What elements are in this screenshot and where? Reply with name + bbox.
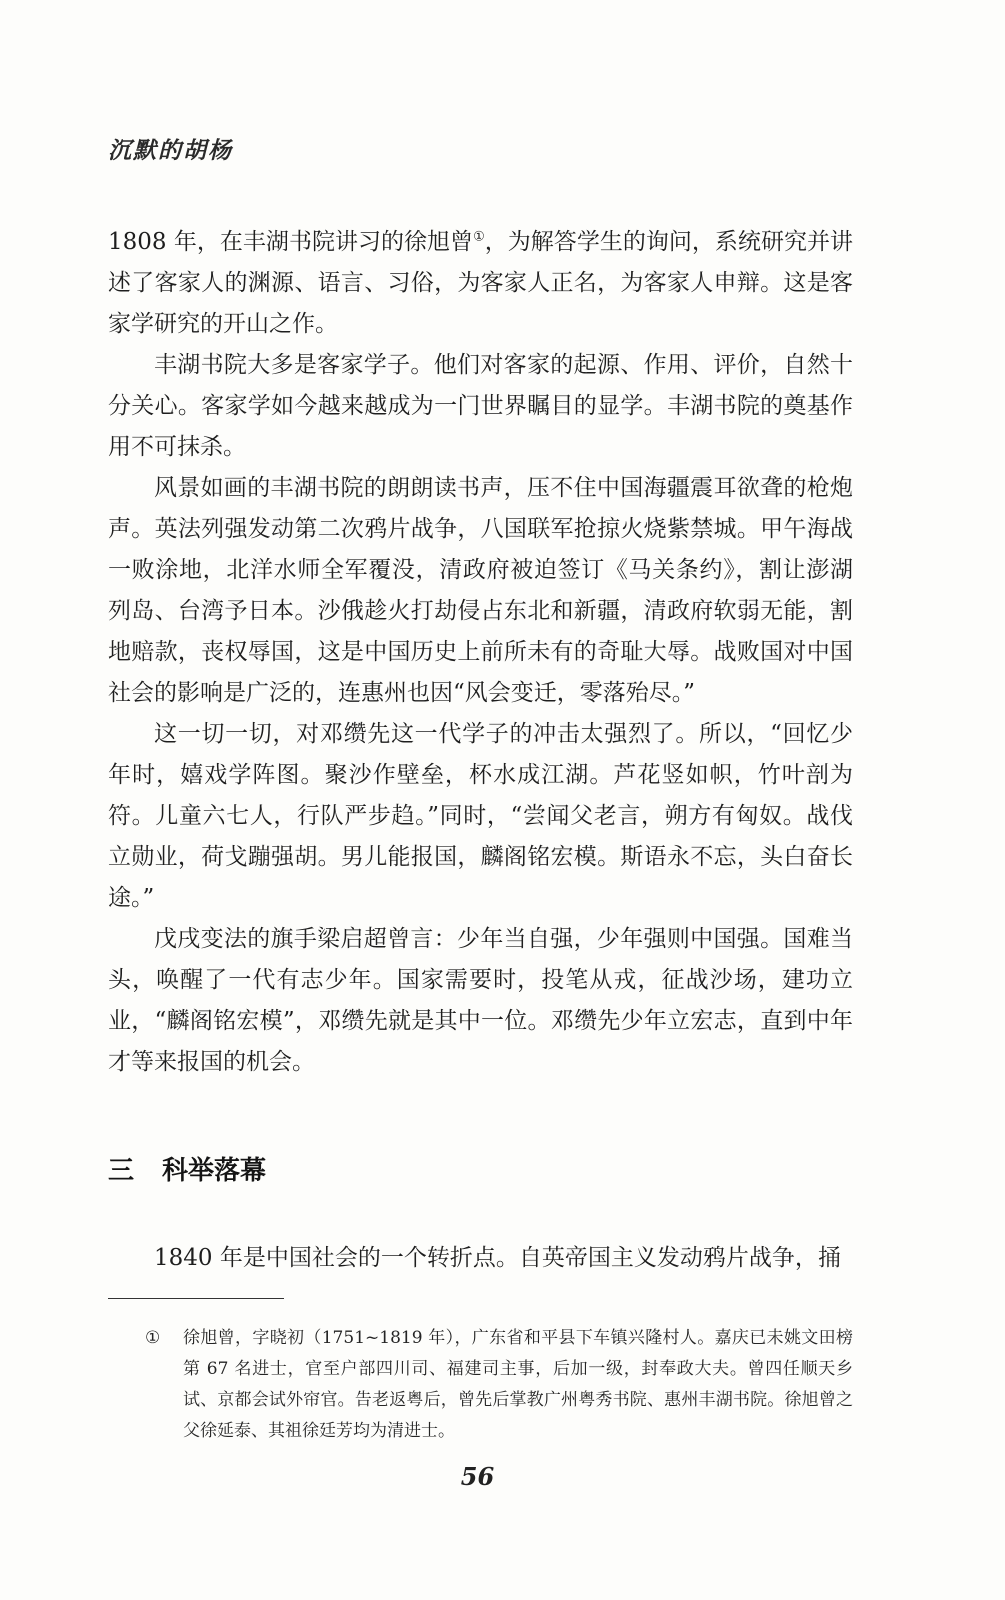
paragraph-1-start: 1808 年，在丰湖书院讲习的徐旭曾: [108, 229, 474, 255]
paragraph-2: 丰湖书院大多是客家学子。他们对客家的起源、作用、评价，自然十分关心。客家学如今越来越成为一门世界瞩目的显学。丰湖书院的奠基作用不可抹杀。: [108, 352, 853, 460]
section-title: 科举落幕: [162, 1156, 267, 1186]
body-text: [108, 222, 853, 1083]
footnote-text: 徐旭曾，字晓初（1751~1819 年），广东省和平县下车镇兴隆村人。嘉庆已未姚文田榜第 67 名进士，官至户部四川司、福建司主事，后加一级，封奉政大夫。曾四任顺天乡试、京都会试外帘官。告老返粤后，曾先后掌教广州粤秀书院、惠州丰湖书院。徐旭曾之父徐延泰、其祖徐廷芳均为清进士。: [183, 1328, 853, 1441]
paragraph-4: 这一切一切，对邓缵先这一代学子的冲击太强烈了。所以，“回忆少年时，嬉戏学阵图。聚沙作壁垒，杯水成江湖。芦花竖如帜，竹叶剖为符。儿童六七人，行队严步趋。”同时，“尝闻父老言，朔方有匈奴。战伐立勋业，荷戈蹦强胡。男儿能报国，麟阁铭宏模。斯语永不忘，头白奋长途。”: [108, 721, 853, 911]
section-first-line: 1840 年是中国社会的一个转折点。自英帝国主义发动鸦片战争，捅: [154, 1245, 841, 1271]
section-heading: [108, 1150, 266, 1187]
section-number: 三: [108, 1156, 135, 1186]
footnote-divider: [108, 1298, 284, 1299]
page-number: 56: [460, 1462, 495, 1491]
paragraph-1-rest: ，为解答学生的询问，系统研究并讲述了客家人的渊源、语言、习俗，为客家人正名，为客家人申辩。这是客家学研究的开山之作。: [108, 229, 853, 337]
paragraph-5: 戊戌变法的旗手梁启超曾言：少年当自强，少年强则中国强。国难当头，唤醒了一代有志少年。国家需要时，投笔从戎，征战沙场，建功立业，“麟阁铭宏模”，邓缵先就是其中一位。邓缵先少年立宏志，直到中年才等来报国的机会。: [108, 926, 853, 1075]
paragraph-1: [108, 222, 853, 345]
paragraph-3: 风景如画的丰湖书院的朗朗读书声，压不住中国海疆震耳欲聋的枪炮声。英法列强发动第二次鸦片战争，八国联军抢掠火烧紫禁城。甲午海战一败涂地，北洋水师全军覆没，清政府被迫签订《马关条约》，割让澎湖列岛、台湾予日本。沙俄趁火打劫侵占东北和新疆，清政府软弱无能，割地赔款，丧权辱国，这是中国历史上前所未有的奇耻大辱。战败国对中国社会的影响是广泛的，连惠州也因“风会变迁，零落殆尽。”: [108, 475, 853, 706]
footnote-marker: ①: [145, 1328, 161, 1348]
footnote-reference[interactable]: ①: [473, 229, 485, 245]
footnote: [145, 1323, 853, 1447]
section-text: [108, 1238, 853, 1279]
running-head: 沉默的胡杨: [108, 137, 233, 164]
